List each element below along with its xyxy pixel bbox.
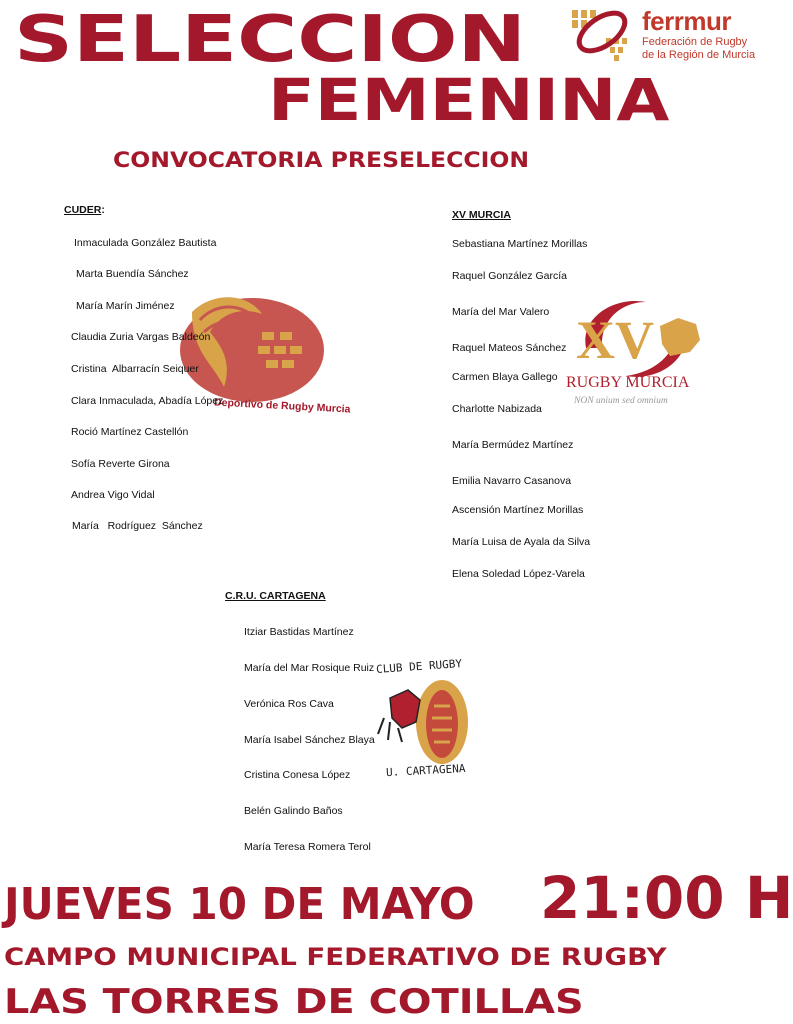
svg-text:XV: XV xyxy=(576,310,654,370)
player-name: Elena Soledad López-Varela xyxy=(452,568,585,580)
team-header-cuder: CUDER: xyxy=(64,204,105,216)
player-name: Marta Buendía Sánchez xyxy=(76,268,189,280)
player-name: María Isabel Sánchez Blaya xyxy=(244,734,375,746)
federation-logo xyxy=(570,4,758,64)
player-name: Ascensión Martínez Morillas xyxy=(452,504,584,516)
player-name: Sebastiana Martínez Morillas xyxy=(452,238,588,250)
player-name: María Marín Jiménez xyxy=(76,300,175,312)
xv-murcia-logo xyxy=(566,296,706,420)
player-name: Carmen Blaya Gallego xyxy=(452,371,558,383)
federation-line1: Federación de Rugby xyxy=(642,36,748,48)
player-name: Claudia Zuria Vargas Baldeón xyxy=(71,331,211,343)
cartagena-logo xyxy=(372,656,484,784)
player-name: Clara Inmaculada, Abadía López xyxy=(71,395,224,407)
player-name: Inmaculada González Bautista xyxy=(74,237,217,249)
player-name: Verónica Ros Cava xyxy=(244,698,334,710)
page-title-line2: FEMENINA xyxy=(268,66,670,134)
player-name: Roció Martínez Castellón xyxy=(71,426,189,438)
player-name: Belén Galindo Baños xyxy=(244,805,343,817)
team-header-cartagena: C.R.U. CARTAGENA xyxy=(225,590,326,602)
player-name: María del Mar Valero xyxy=(452,306,550,318)
player-name: Sofía Reverte Girona xyxy=(71,458,170,470)
xv-murcia-emblem-icon xyxy=(566,296,706,382)
event-town: LAS TORRES DE COTILLAS xyxy=(4,982,584,1022)
player-name: Emilia Navarro Casanova xyxy=(452,475,572,487)
event-venue: CAMPO MUNICIPAL FEDERATIVO DE RUGBY xyxy=(4,943,667,971)
player-name: Raquel González García xyxy=(452,270,567,282)
player-name: María del Mar Rosique Ruiz xyxy=(244,662,375,674)
cuder-logo-text: Deportivo de Rugby Murcia xyxy=(213,396,351,416)
cartagena-logo-bottom-text: U. CARTAGENA xyxy=(385,761,466,780)
page-subtitle: CONVOCATORIA PRESELECCION xyxy=(113,148,530,172)
federation-emblem-icon xyxy=(570,4,634,62)
federation-line2: de la Región de Murcia xyxy=(642,49,756,61)
player-name: Cristina Albarracín Seiquer xyxy=(71,363,199,375)
federation-name: ferrmur xyxy=(642,6,731,36)
player-name: María Teresa Romera Terol xyxy=(244,841,371,853)
player-name: Andrea Vigo Vidal xyxy=(71,489,155,501)
event-time: 21:00 H xyxy=(540,864,793,932)
xv-murcia-logo-text: RUGBY MURCIA xyxy=(566,374,690,391)
event-date: JUEVES 10 DE MAYO xyxy=(4,880,475,930)
xv-murcia-motto: NON unium sed omnium xyxy=(574,396,668,406)
player-name: María Rodríguez Sánchez xyxy=(72,520,203,532)
player-name: Itziar Bastidas Martínez xyxy=(244,626,354,638)
player-name: Raquel Mateos Sánchez xyxy=(452,342,567,354)
cartagena-logo-top-text: CLUB DE RUGBY xyxy=(375,657,463,676)
page-title-line1: SELECCION xyxy=(14,3,527,77)
player-name: María Luisa de Ayala da Silva xyxy=(452,536,591,548)
player-name: Charlotte Nabizada xyxy=(452,403,542,415)
player-name: María Bermúdez Martínez xyxy=(452,439,574,451)
team-header-xv-murcia: XV MURCIA xyxy=(452,209,511,221)
player-name: Cristina Conesa López xyxy=(244,769,351,781)
